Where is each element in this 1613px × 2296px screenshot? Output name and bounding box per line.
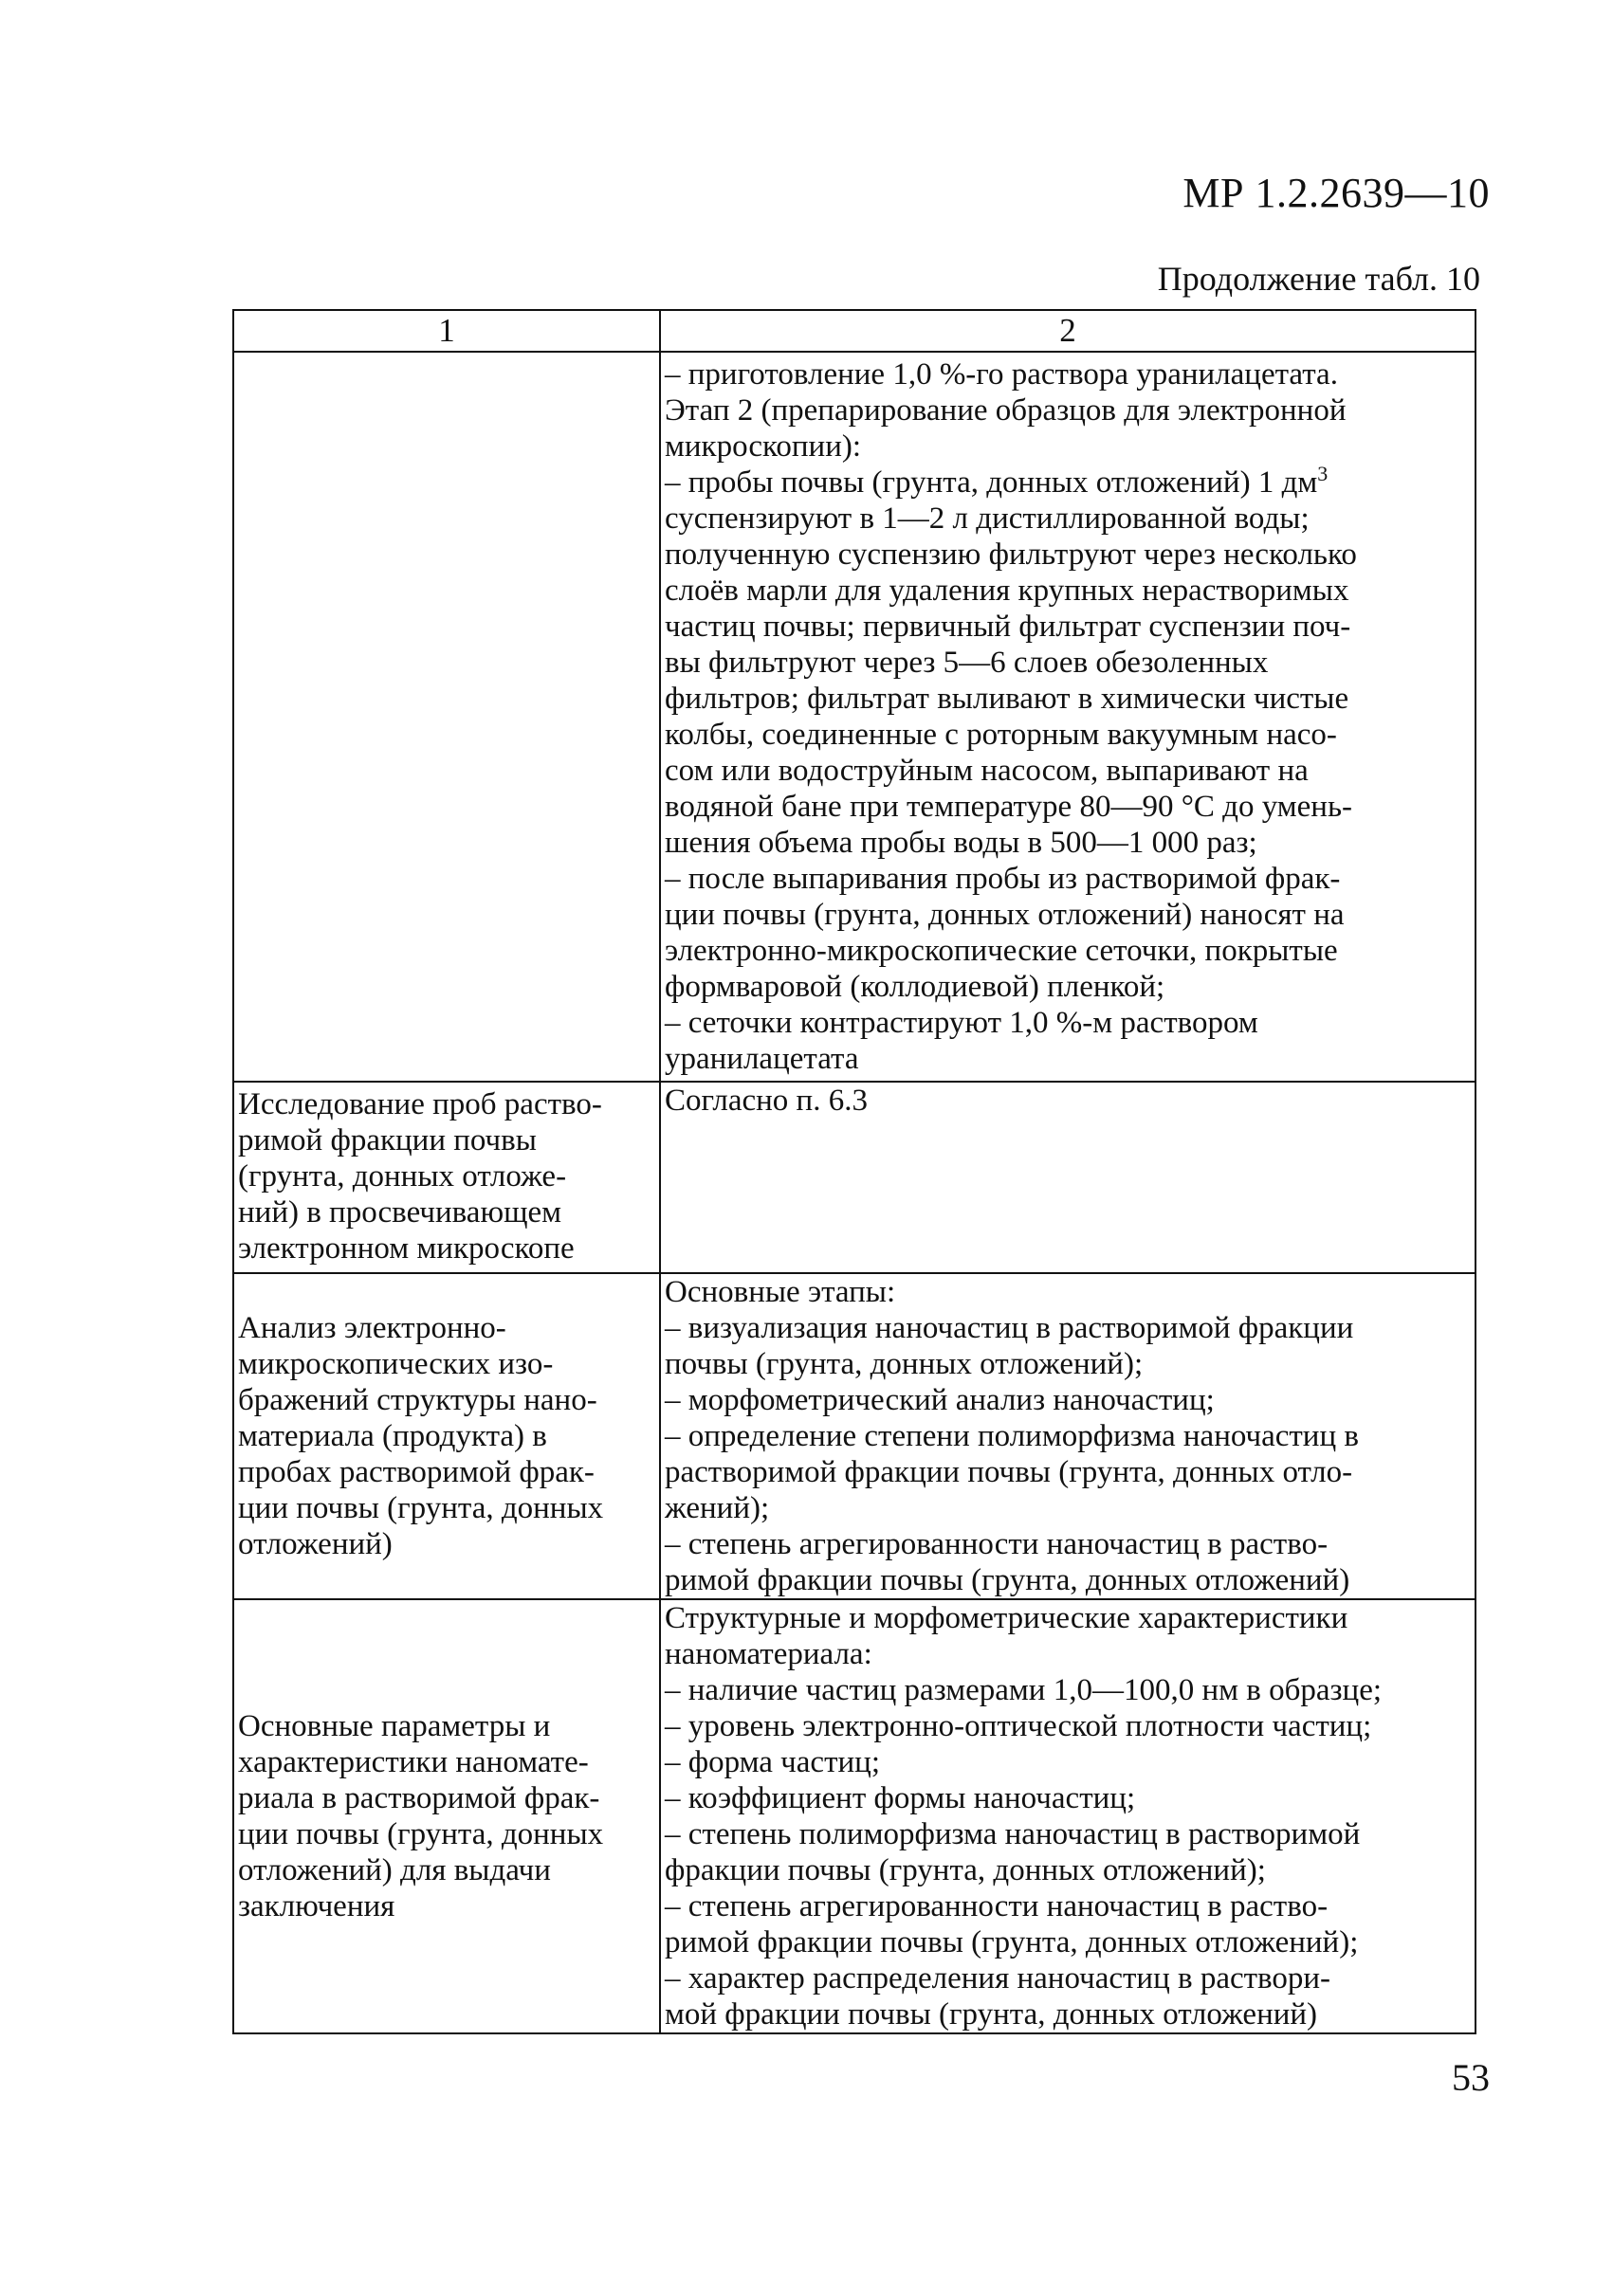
- text-line: – уровень электронно-оптической плотности частиц;: [665, 1709, 1372, 1743]
- table-cell-left: [233, 1599, 660, 2033]
- text-line: полученную суспензию фильтруют через несколько: [665, 538, 1357, 572]
- text-line: – визуализация наночастиц в растворимой фракции: [665, 1311, 1354, 1345]
- text-line: – определение степени полиморфизма наночастиц в: [665, 1419, 1359, 1453]
- text-line: отложений): [238, 1527, 393, 1561]
- table-row: [233, 352, 1476, 1082]
- page-number: 53: [1452, 2056, 1490, 2099]
- text-line: – после выпаривания пробы из растворимой фрак-: [665, 862, 1341, 896]
- text-line: мой фракции почвы (грунта, донных отложений): [665, 1997, 1318, 2032]
- text-line: Исследование проб раство-: [238, 1087, 602, 1121]
- text-line: ции почвы (грунта, донных: [238, 1817, 604, 1851]
- text-line: – приготовление 1,0 %-го раствора уранилацетата.: [665, 357, 1338, 392]
- text-line: слоёв марли для удаления крупных нерастворимых: [665, 574, 1349, 608]
- text-line: микроскопических изо-: [238, 1347, 554, 1381]
- text-line: римой фракции почвы (грунта, донных отложений): [665, 1563, 1350, 1597]
- table-row: [233, 1599, 1476, 2033]
- text-line: микроскопии):: [665, 429, 862, 464]
- text-line: почвы (грунта, донных отложений);: [665, 1347, 1144, 1381]
- text-line: – форма частиц;: [665, 1745, 880, 1779]
- table-cell-right: [660, 1599, 1476, 2033]
- text-line: бражений структуры нано-: [238, 1383, 597, 1417]
- text-line: заключения: [238, 1889, 395, 1923]
- text-line: сом или водоструйным насосом, выпаривают на: [665, 754, 1309, 788]
- text-line: вы фильтруют через 5—6 слоев обезоленных: [665, 646, 1269, 680]
- text-line: жений);: [665, 1491, 770, 1525]
- data-table: [232, 309, 1476, 2034]
- column-header-1: 1: [233, 310, 660, 352]
- text-line: электронном микроскопе: [238, 1231, 575, 1266]
- text-line: – морфометрический анализ наночастиц;: [665, 1383, 1215, 1417]
- text-line: – степень полиморфизма наночастиц в растворимой: [665, 1817, 1361, 1851]
- text-line: римой фракции почвы (грунта, донных отложений);: [665, 1925, 1359, 1959]
- text-line: электронно-микроскопические сеточки, покрытые: [665, 934, 1338, 968]
- text-line: суспензируют в 1—2 л дистиллированной воды;: [665, 501, 1310, 536]
- text-line: ний) в просвечивающем: [238, 1195, 562, 1230]
- text-line: шения объема пробы воды в 500—1 000 раз;: [665, 826, 1257, 860]
- text-line: фракции почвы (грунта, донных отложений);: [665, 1853, 1266, 1887]
- text-line: – наличие частиц размерами 1,0—100,0 нм в образце;: [665, 1673, 1383, 1707]
- text-line: водяной бане при температуре 80—90 °С до умень-: [665, 790, 1352, 824]
- text-line: фильтров; фильтрат выливают в химически чистые: [665, 682, 1349, 716]
- text-line: Основные параметры и: [238, 1709, 551, 1743]
- text-line: римой фракции почвы: [238, 1123, 537, 1157]
- table-cell-right: [660, 1273, 1476, 1599]
- table-cell-right: [660, 352, 1476, 1082]
- table-cell-left: [233, 352, 660, 1082]
- table-cell-left: [233, 1082, 660, 1273]
- table-cell-right: [660, 1082, 1476, 1273]
- document-code: МР 1.2.2639—10: [1182, 170, 1490, 216]
- table-caption: Продолжение табл. 10: [1157, 260, 1480, 298]
- text-line-with-superscript: [665, 462, 1471, 501]
- table-header-row: [233, 310, 1476, 352]
- text-line: Структурные и морфометрические характеристики: [665, 1601, 1348, 1635]
- text-line: – характер распределения наночастиц в раствори-: [665, 1961, 1331, 1995]
- text-line: ции почвы (грунта, донных: [238, 1491, 604, 1525]
- text-line: материала (продукта) в: [238, 1419, 547, 1453]
- text-line: – пробы почвы (грунта, донных отложений) 1 дм: [665, 465, 1318, 500]
- text-line: – степень агрегированности наночастиц в раство-: [665, 1527, 1329, 1561]
- superscript: 3: [1317, 462, 1329, 485]
- text-line: отложений) для выдачи: [238, 1853, 551, 1887]
- text-line: Согласно п. 6.3: [665, 1084, 868, 1118]
- text-line: Анализ электронно-: [238, 1311, 506, 1345]
- text-line: частиц почвы; первичный фильтрат суспензии поч-: [665, 610, 1351, 644]
- text-line: (грунта, донных отложе-: [238, 1159, 567, 1194]
- text-line: Этап 2 (препарирование образцов для электронной: [665, 393, 1347, 428]
- text-line: – степень агрегированности наночастиц в раство-: [665, 1889, 1329, 1923]
- text-line: растворимой фракции почвы (грунта, донных отло-: [665, 1455, 1353, 1489]
- table-cell-left: [233, 1273, 660, 1599]
- table-row: [233, 1273, 1476, 1599]
- text-line: – сеточки контрастируют 1,0 %-м раствором: [665, 1006, 1258, 1040]
- text-line: пробах растворимой фрак-: [238, 1455, 595, 1489]
- text-line: риала в растворимой фрак-: [238, 1781, 600, 1815]
- table-row: [233, 1082, 1476, 1273]
- text-line: – коэффициент формы наночастиц;: [665, 1781, 1136, 1815]
- text-line: формваровой (коллодиевой) пленкой;: [665, 970, 1165, 1004]
- text-line: характеристики наномате-: [238, 1745, 589, 1779]
- text-line: ции почвы (грунта, донных отложений) наносят на: [665, 898, 1345, 932]
- text-line: наноматериала:: [665, 1637, 872, 1671]
- text-line: Основные этапы:: [665, 1275, 896, 1309]
- text-line: колбы, соединенные с роторным вакуумным насо-: [665, 718, 1337, 752]
- column-header-2: 2: [660, 310, 1476, 352]
- text-line: уранилацетата: [665, 1042, 859, 1076]
